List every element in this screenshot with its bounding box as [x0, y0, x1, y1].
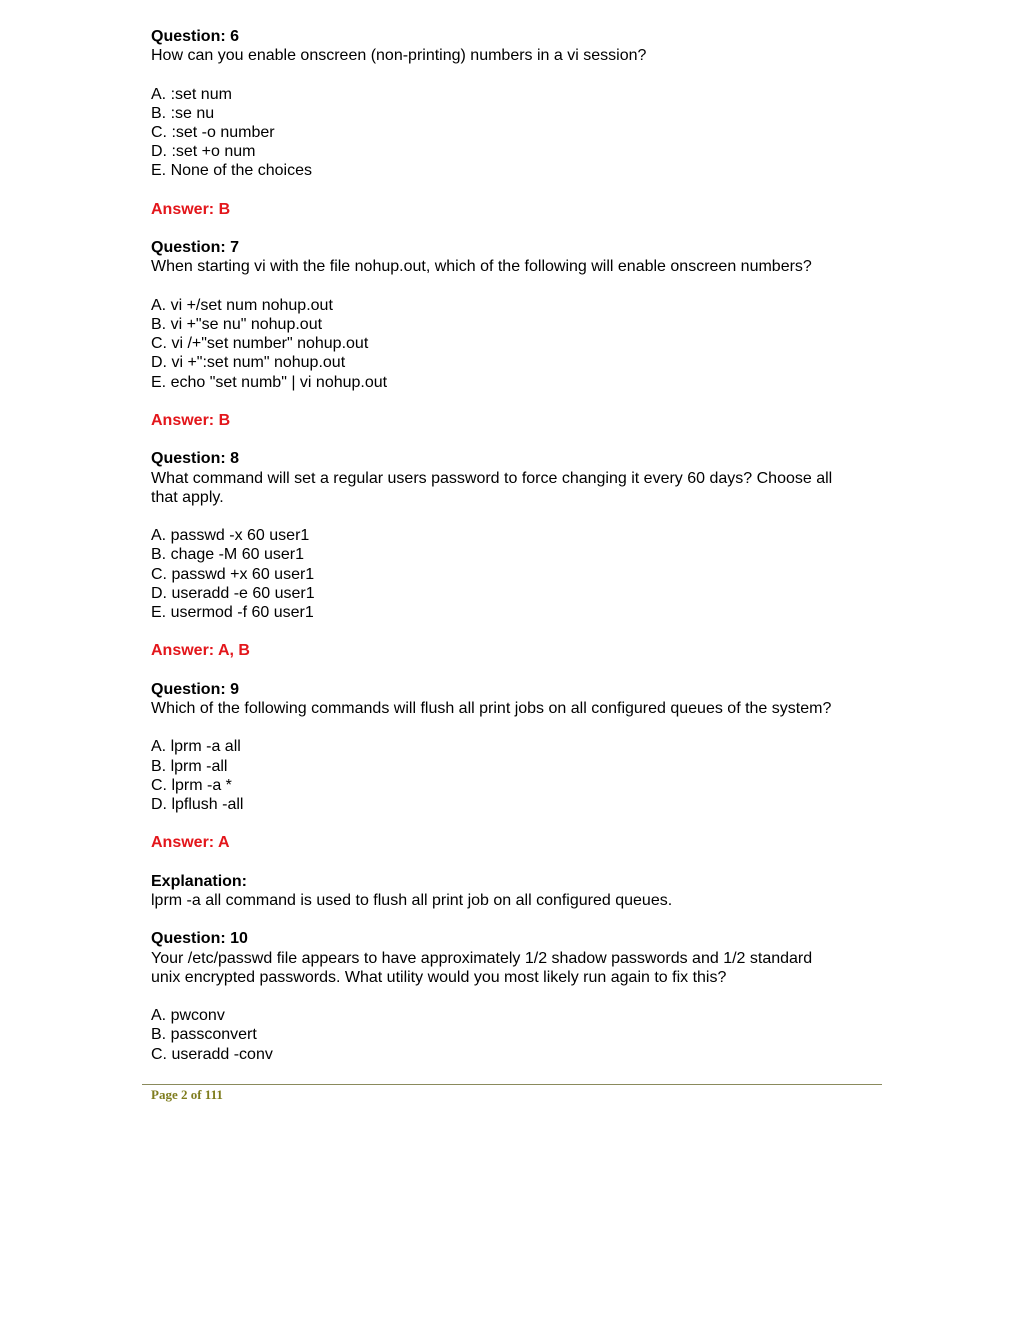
page-content	[151, 27, 881, 1064]
question-heading: Question: 9	[151, 680, 240, 698]
answer-option: A. pwconv	[151, 1007, 225, 1025]
footer-divider	[142, 1084, 882, 1085]
answer-option: C. passwd +x 60 user1	[151, 565, 315, 583]
question-heading: Question: 7	[151, 239, 240, 257]
answer-option: B. lprm -all	[151, 757, 228, 775]
answer-option: E. usermod -f 60 user1	[151, 603, 314, 621]
question-block	[151, 929, 881, 1063]
question-text: When starting vi with the file nohup.out, which of the following will enable onscreen numbers?	[151, 258, 812, 276]
answer-option: B. vi +"se nu" nohup.out	[151, 315, 323, 333]
answer-option: C. vi /+"set number" nohup.out	[151, 335, 369, 353]
answer-option: E. None of the choices	[151, 162, 312, 180]
answer-option: A. lprm -a all	[151, 738, 241, 756]
answer-option: B. :se nu	[151, 104, 215, 122]
answer-option: A. passwd -x 60 user1	[151, 527, 310, 545]
correct-answer: Answer: B	[151, 200, 231, 218]
answer-option: D. :set +o num	[151, 143, 256, 161]
question-text: What command will set a regular users password to force changing it every 60 days? Choose all	[151, 469, 833, 487]
question-text: that apply.	[151, 488, 224, 506]
answer-option: C. lprm -a *	[151, 776, 232, 794]
answer-option: C. useradd -conv	[151, 1045, 273, 1063]
question-block	[151, 27, 881, 238]
correct-answer: Answer: A	[151, 834, 230, 852]
question-text: Which of the following commands will flush all print jobs on all configured queues of the system?	[151, 699, 832, 717]
page-number: Page 2 of 111	[151, 1087, 223, 1102]
question-block	[151, 238, 881, 449]
answer-option: B. chage -M 60 user1	[151, 546, 304, 564]
answer-option: A. :set num	[151, 85, 232, 103]
question-heading: Question: 6	[151, 28, 240, 45]
explanation-text: lprm -a all command is used to flush all print job on all configured queues.	[151, 891, 673, 909]
question-heading: Question: 10	[151, 930, 248, 948]
answer-option: D. vi +":set num" nohup.out	[151, 354, 346, 372]
question-heading: Question: 8	[151, 450, 240, 468]
answer-option: D. useradd -e 60 user1	[151, 584, 315, 602]
question-text: unix encrypted passwords. What utility would you most likely run again to fix this?	[151, 968, 727, 986]
correct-answer: Answer: B	[151, 411, 231, 429]
question-text: Your /etc/passwd file appears to have approximately 1/2 shadow passwords and 1/2 standard	[151, 949, 813, 967]
question-block	[151, 449, 881, 679]
answer-option: C. :set -o number	[151, 124, 275, 141]
answer-option: B. passconvert	[151, 1026, 257, 1044]
question-text: How can you enable onscreen (non-printing) numbers in a vi session?	[151, 47, 647, 65]
answer-option: E. echo "set numb" | vi nohup.out	[151, 373, 388, 391]
answer-option: A. vi +/set num nohup.out	[151, 296, 333, 314]
explanation-heading: Explanation:	[151, 872, 248, 890]
answer-option: D. lpflush -all	[151, 795, 244, 813]
correct-answer: Answer: A, B	[151, 642, 250, 660]
question-block	[151, 680, 881, 930]
